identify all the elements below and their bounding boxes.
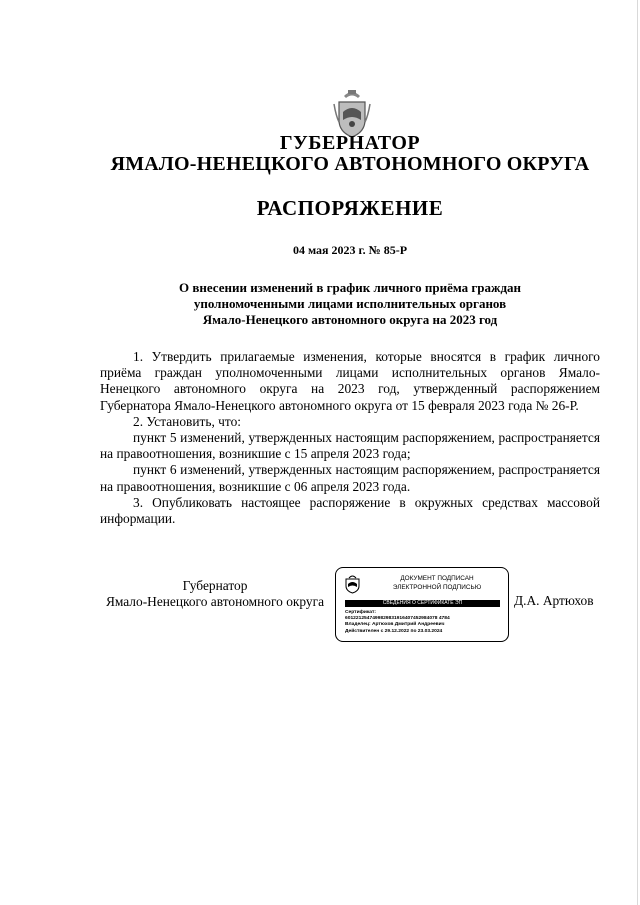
region-title: ЯМАЛО-НЕНЕЦКОГО АВТОНОМНОГО ОКРУГА [110,153,590,175]
coat-of-arms-icon [344,574,361,594]
document-type: РАСПОРЯЖЕНИЕ [256,196,444,220]
signatory-title-line: Губернатор [182,578,248,593]
cert-label: Сертификат: [345,610,377,615]
document-subject [100,280,600,328]
cert-validity: Действителен с 29.12.2022 по 23.03.2024 [345,628,443,634]
cert-number: 6012212547499829831916407452984078 4784 [345,616,450,622]
paragraph-5: 3. Опубликовать настоящее распоряжение в окружных средствах массовой информации. [100,494,600,527]
paragraph-2: 2. Установить, что: [133,413,241,429]
paragraph-1: 1. Утвердить прилагаемые изменения, которые вносятся в график личного приёма граждан уполномоченными лицами исполнительных органов Ямало-Ненецкого автономного округа на 2023 год, утвержденный распоряжением Губернатора Ямало-Ненецкого автономного округа от 15 февраля 2023 года № 26-Р. [100,349,600,413]
electronic-signature-stamp [335,567,509,642]
subject-line: Ямало-Ненецкого автономного округа на 2023 год [202,312,498,327]
paragraph-3: пункт 5 изменений, утвержденных настоящим распоряжением, распространяется на правоотношения, возникшие с 15 апреля 2023 года; [100,430,600,462]
governor-title: ГУБЕРНАТОР [279,132,421,154]
signatory-title-line: Ямало-Ненецкого автономного округа [105,594,325,609]
stamp-heading-line: ЭЛЕКТРОННОЙ ПОДПИСЬЮ [392,583,482,591]
subject-line: уполномоченными лицами исполнительных органов [193,296,507,311]
document-body [100,349,600,527]
cert-owner: Владелец: Артюхов Дмитрий Андреевич [345,622,445,628]
date-number: 04 мая 2023 г. № 85-Р [292,243,408,257]
signer-name: Д.А. Артюхов [514,593,594,608]
stamp-heading [368,575,506,592]
paragraph-4: пункт 6 изменений, утвержденных настоящим распоряжением, распространяется на правоотношения, возникшие с 06 апреля 2023 года. [100,462,600,494]
signatory-position [100,578,330,610]
stamp-heading-line: ДОКУМЕНТ ПОДПИСАН [400,575,474,582]
subject-line: О внесении изменений в график личного приёма граждан [178,280,522,295]
stamp-certificate-bar: СВЕДЕНИЯ О СЕРТИФИКАТЕ ЭП [345,600,500,607]
stamp-certificate-info [345,610,450,635]
